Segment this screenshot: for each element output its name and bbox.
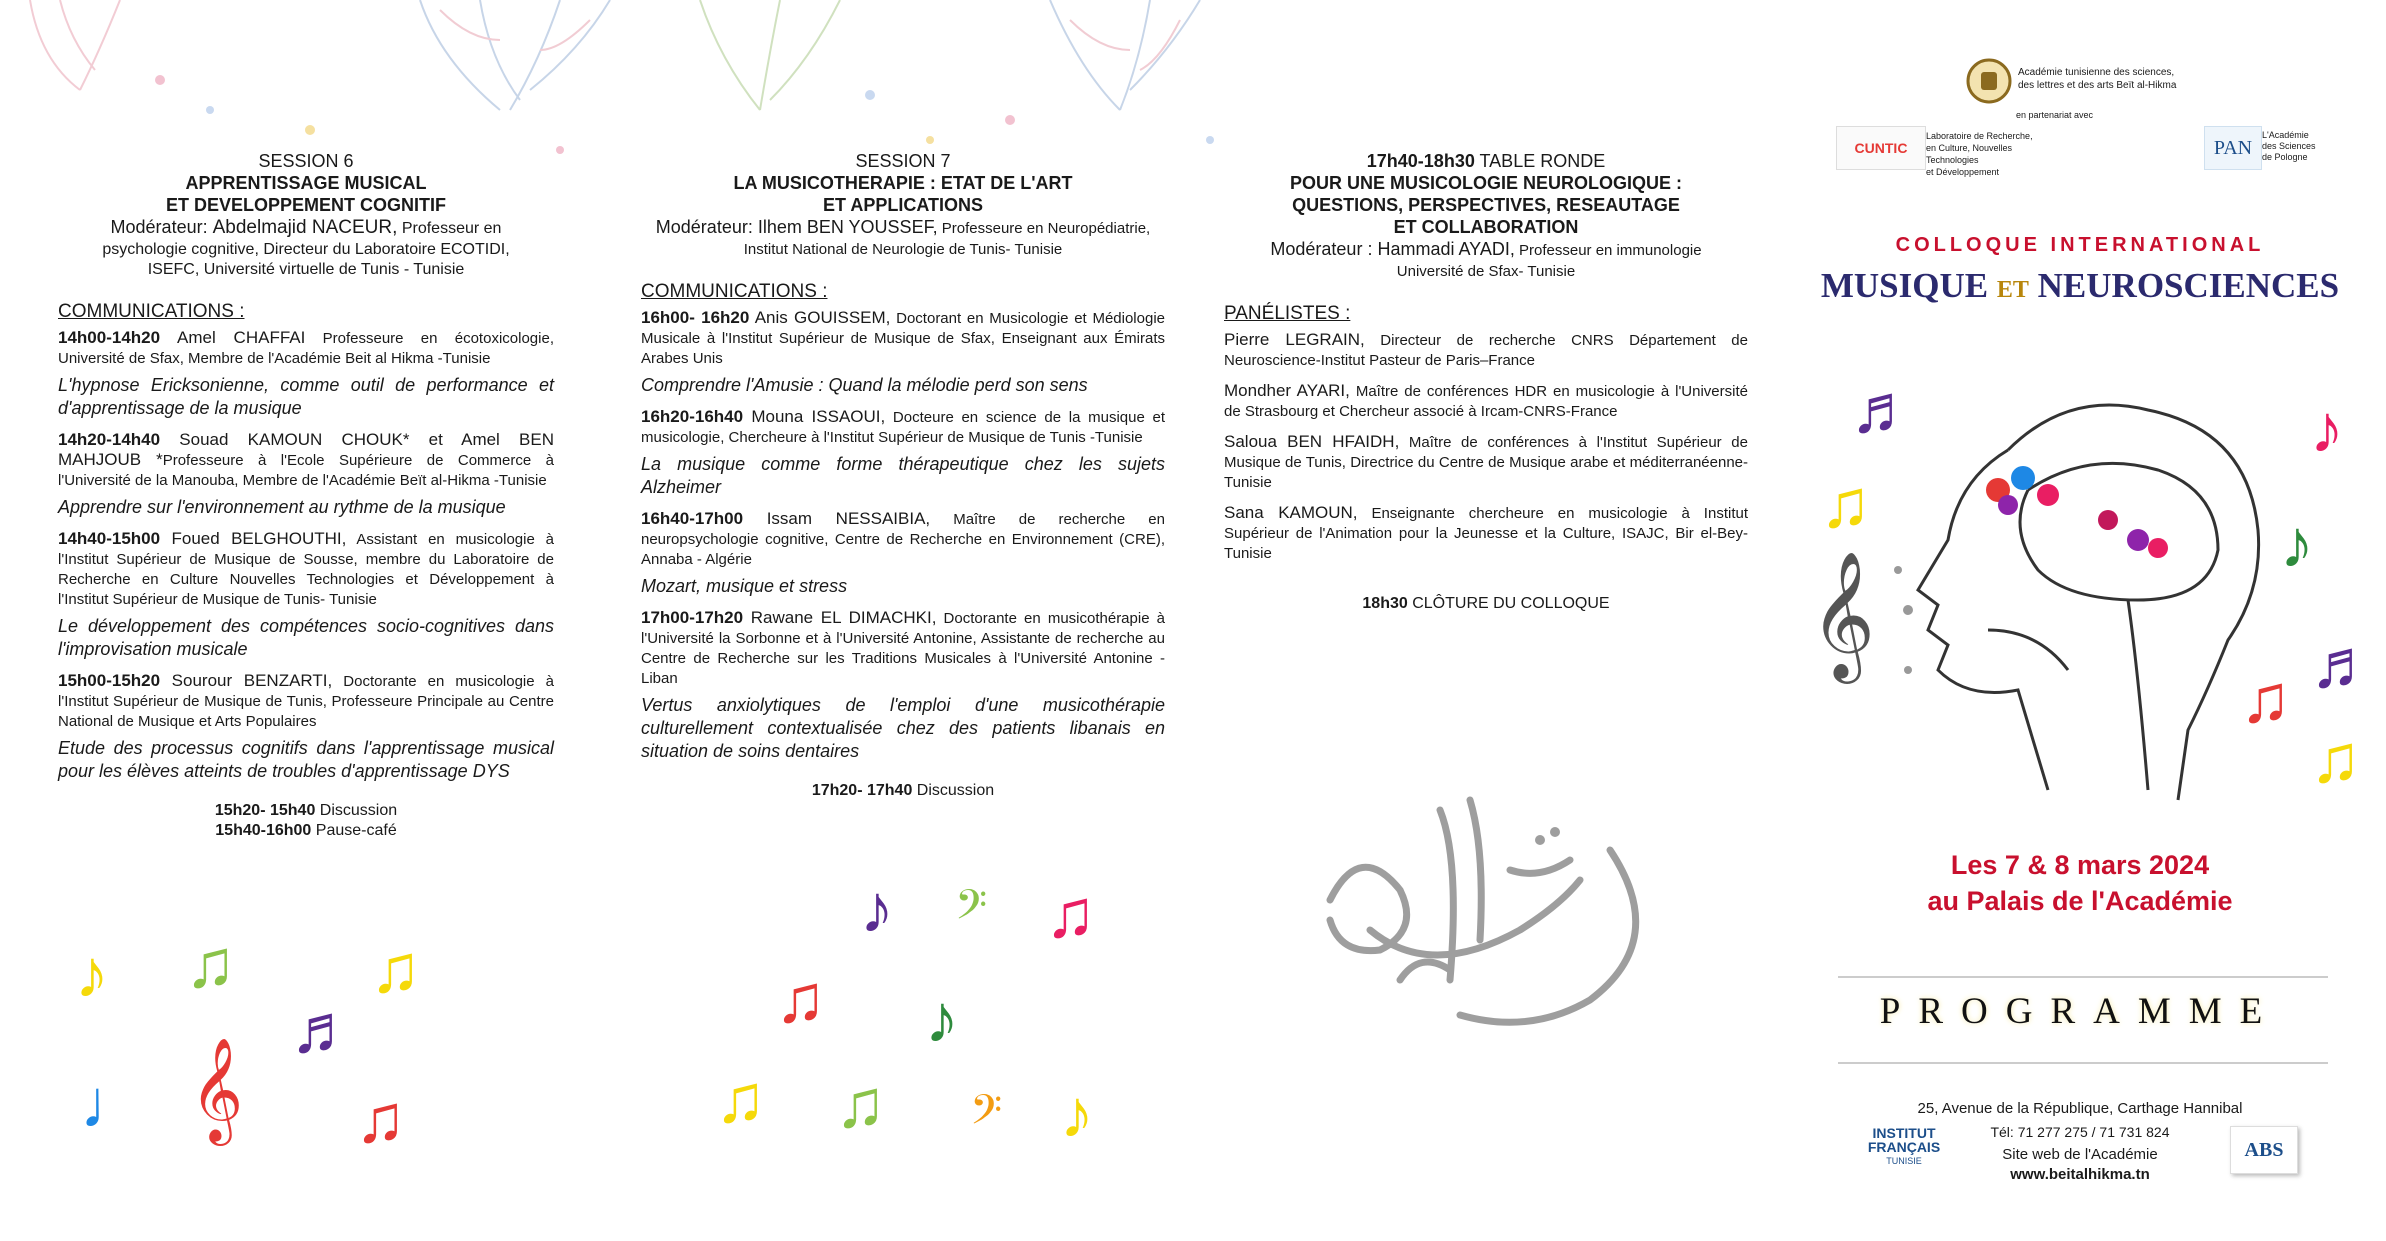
music-note-icon: ♪ [1060,1076,1094,1152]
music-note-icon: ♬ [290,991,358,1067]
bass-clef-icon: 𝄢 [970,1087,1003,1143]
session7-column [641,150,1165,801]
closing-slot: 18h30 CLÔTURE DU COLLOQUE [1362,595,1610,612]
speaker-name: Souad KAMOUN CHOUK* et Amel BEN MAHJOUB * [58,430,554,469]
speaker-affiliation: Docteure en science de la musique et musicologie, Chercheure à l'Institut Supérieur de Musique de Tunis -Tunisie [641,409,1165,446]
session7-subtitle1: LA MUSICOTHERAPIE : ETAT DE L'ART [733,173,1073,193]
institut-francais-logo: INSTITUT FRANÇAIS TUNISIE [1867,1125,1941,1166]
decorative-roots-illustration [0,0,1230,160]
academy-seal-icon [1966,58,2012,104]
panelists-heading: PANÉLISTES : [1224,303,1351,324]
academy-name: Académie tunisienne des sciences, des lettres et des arts Beït al-Hikma [2018,67,2177,91]
event-venue: au Palais de l'Académie [1927,886,2233,916]
communications-heading: COMMUNICATIONS : [58,301,245,322]
talk-title: La musique comme forme thérapeutique chez les sujets Alzheimer [641,454,1165,497]
music-note-icon: ♫ [715,1061,766,1137]
roundtable-subtitle3: ET COLLABORATION [1393,217,1579,237]
session6-subtitle2: ET DEVELOPPEMENT COGNITIF [165,195,447,215]
partnership-label: en partenariat avec [2016,110,2094,120]
talk-title: Comprendre l'Amusie : Quand la mélodie perd son sens [641,375,1088,395]
panelist-affiliation: Maître de conférences HDR en musicologie à l'Université de Strasbourg et Chercheur associé à Ircam-CNRS-France [1224,383,1748,420]
address: 25, Avenue de la République, Carthage Hannibal [1917,1100,2243,1117]
calligraphy-emblem [1310,780,1660,1040]
panelist-name: Mondher AYARI, [1224,381,1350,400]
session6-subtitle1: APPRENTISSAGE MUSICAL [185,173,427,193]
music-note-icon: ♪ [925,981,959,1057]
panelist-item [1224,432,1748,493]
moderator-name: Hammadi AYADI, [1377,239,1515,259]
moderator-affiliation: Institut National de Neurologie de Tunis- Tunisie [743,241,1063,258]
music-note-icon: ♪ [860,871,894,947]
treble-clef-icon: 𝄞 [190,1040,244,1140]
music-note-icon: ♩ [80,1066,148,1142]
speaker-affiliation: Professeure en écotoxicologie, Université de Sfax, Membre de l'Académie Beit al Hikma -Tunisie [58,330,554,367]
music-note-icon: ♫ [185,926,236,1002]
panelist-item [1224,503,1748,564]
speaker-name: Sourour BENZARTI, [171,671,333,690]
communications-heading: COMMUNICATIONS : [641,281,828,302]
roundtable-subtitle2: QUESTIONS, PERSPECTIVES, RESEAUTAGE [1292,195,1680,215]
pan-logo: PAN [2204,126,2262,170]
talk-time: 16h20-16h40 [641,407,744,426]
panelist-affiliation: Enseignante chercheure en musicologie à Institut Supérieur de l'Animation pour la Jeunesse et la Culture, ISAJC, Bir el-Bey- Tunisie [1224,505,1748,562]
communication-item [641,308,1165,397]
moderator-affiliation-2: ISEFC, Université virtuelle de Tunis - Tunisie [147,261,465,278]
communication-item [641,509,1165,598]
talk-title: L'hypnose Ericksonienne, comme outil de performance et d'apprentissage de la musique [58,375,554,418]
event-title: MUSIQUE ET NEUROSCIENCES [1820,266,2340,305]
session6-moderator: Modérateur: Abdelmajid NACEUR, Professeur en [110,217,502,238]
talk-title: Mozart, musique et stress [641,576,848,596]
music-note-icon: ♫ [1820,466,1871,542]
panelist-name: Pierre LEGRAIN, [1224,330,1365,349]
talk-time: 16h40-17h00 [641,509,744,528]
music-note-icon: ♪ [2310,391,2344,467]
communication-item [58,529,554,661]
website-link[interactable]: www.beitalhikma.tn [2010,1166,2150,1183]
bass-clef-icon: 𝄢 [955,882,988,938]
cuntic-name: Laboratoire de Recherche, en Culture, Nouvelles Technologies et Développement [1926,131,2033,177]
coffee-break-slot: 15h40-16h00 Pause-café [215,822,397,839]
treble-clef-icon: 𝄞 [1810,553,1876,676]
music-note-icon: ♫ [775,961,826,1037]
cuntic-logo: CUNTIC [1836,126,1926,170]
discussion-slot: 17h20- 17h40 Discussion [811,782,995,799]
roundtable-subtitle1: POUR UNE MUSICOLOGIE NEUROLOGIQUE : [1289,173,1683,193]
panelist-item [1224,330,1748,371]
panelist-item [1224,381,1748,422]
music-note-icon: ♪ [2280,506,2314,582]
talk-title: Le développement des compétences socio-cognitives dans l'improvisation musicale [58,616,554,659]
website-label: Site web de l'Académie [2002,1146,2158,1163]
divider [1838,1062,2328,1064]
session7-subtitle2: ET APPLICATIONS [822,195,983,215]
session6-title: SESSION 6 [258,151,354,171]
phone: Tél: 71 277 275 / 71 731 824 [1990,1124,2170,1140]
talk-time: 16h00- 16h20 [641,308,750,327]
communication-item [641,608,1165,763]
event-dates: Les 7 & 8 mars 2024 [1950,850,2210,880]
communication-item [58,671,554,783]
talk-time: 14h00-14h20 [58,328,161,347]
session7-moderator: Modérateur: Ilhem BEN YOUSSEF, Professeure en Neuropédiatrie, [655,217,1151,237]
music-note-icon: ♫ [2310,721,2361,797]
speaker-affiliation: Professeure à l'Ecole Supérieure de Commerce à l'Université de la Manouba, Membre de l'Académie Beït al-Hikma -Tunisie [58,452,554,489]
roundtable-label: TABLE RONDE [1474,151,1606,171]
music-note-icon: ♫ [355,1081,406,1157]
music-note-icon: ♪ [75,936,109,1012]
roundtable-column [1224,150,1748,614]
talk-title: Vertus anxiolytiques de l'emploi d'une musicothérapie culturellement contextualisée chez des patients libanais en situation de soins dentaires [641,695,1165,761]
speaker-name: Anis GOUISSEM, [754,308,891,327]
speaker-affiliation: Maître de recherche en neuropsychologie cognitive, Centre de Recherche en Environnement (CRE), Annaba - Algérie [641,511,1165,568]
communication-item [58,328,554,420]
music-note-icon: ♫ [835,1066,886,1142]
music-note-icon: ♫ [2240,661,2291,737]
abs-logo: ABS [2230,1126,2298,1174]
talk-time: 14h20-14h40 [58,430,161,449]
colloque-label: COLLOQUE INTERNATIONAL [1895,234,2265,256]
programme-heading: PROGRAMME [1879,991,2281,1032]
music-note-icon: ♫ [1045,876,1096,952]
music-note-icon: ♬ [2310,626,2378,702]
communication-item [58,430,554,519]
moderator-name: Ilhem BEN YOUSSEF, [757,217,938,237]
moderator-affiliation: psychologie cognitive, Directeur du Laboratoire ECOTIDI, [102,241,510,258]
discussion-slot: 15h20- 15h40 Discussion [214,802,398,819]
moderator-affiliation: Université de Sfax- Tunisie [1396,263,1576,280]
speaker-name: Amel CHAFFAI [176,328,306,347]
panelist-name: Saloua BEN HFAIDH, [1224,432,1400,451]
panelist-name: Sana KAMOUN, [1224,503,1358,522]
session6-column [58,150,554,841]
communication-item [641,407,1165,499]
talk-time: 17h00-17h20 [641,608,744,627]
speaker-name: Foued BELGHOUTHI, [171,529,347,548]
speaker-name: Mouna ISSAOUI, [751,407,886,426]
speaker-affiliation: Doctorante en musicothérapie à l'Université la Sorbonne et à l'Université Antonine, Assistante de recherche au Centre de Recherche sur les Traditions Musicales à l'Université Antonine - Liban [641,610,1165,687]
music-note-icon: ♬ [1850,371,1918,447]
pan-name: L'Académie des Sciences de Pologne [2262,130,2316,162]
talk-title: Apprendre sur l'environnement au rythme de la musique [58,497,506,517]
speaker-affiliation: Doctorante en musicologie à l'Institut Supérieur de Musique de Tunis, Professeure Principale au Centre National de Musique et Arts Populaires [58,673,554,730]
speaker-affiliation: Assistant en musicologie à l'Institut Supérieur de Musique de Sousse, membre du Laboratoire de Recherche en Culture Nouvelles Technologies et Développement à l'Institut Supérieur de Musique de Tunis- Tunisie [58,531,554,608]
speaker-name: Rawane EL DIMACHKI, [750,608,937,627]
divider [1838,976,2328,978]
roundtable-time: 17h40-18h30 [1366,151,1475,171]
panelist-affiliation: Maître de conférences à l'Institut Supérieur de Musique de Tunis, Directrice du Centre de Musique arabe et méditerranéenne- Tunisie [1224,434,1748,491]
music-note-icon: ♫ [370,931,421,1007]
speaker-affiliation: Doctorant en Musicologie et Médiologie Musicale à l'Institut Supérieur de Musique de Sfax, Enseignant aux Émirats Arabes Unis [641,310,1165,367]
session7-title: SESSION 7 [855,151,951,171]
talk-title: Etude des processus cognitifs dans l'apprentissage musical pour les élèves atteints de troubles d'apprentissage DYS [58,738,554,781]
moderator-name: Abdelmajid NACEUR, [212,217,398,238]
speaker-name: Issam NESSAIBIA, [766,509,931,528]
talk-time: 15h00-15h20 [58,671,161,690]
panelist-affiliation: Directeur de recherche CNRS Département de Neuroscience-Institut Pasteur de Paris–France [1224,332,1748,369]
roundtable-moderator: Modérateur : Hammadi AYADI, Professeur en immunologie [1270,239,1702,259]
talk-time: 14h40-15h00 [58,529,161,548]
